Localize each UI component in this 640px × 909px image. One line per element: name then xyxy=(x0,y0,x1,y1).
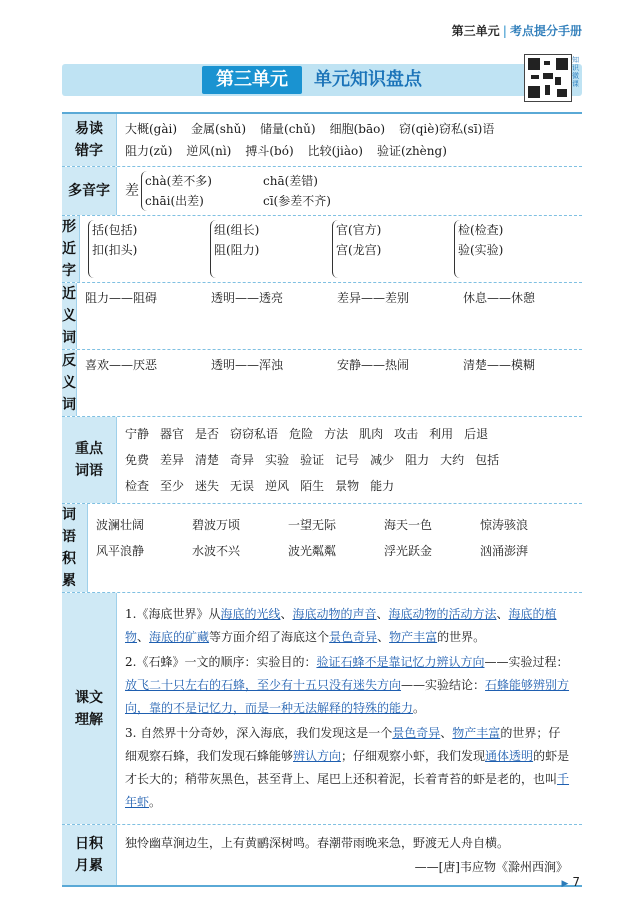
header-unit: 第三单元 xyxy=(451,24,500,38)
row-label xyxy=(62,283,77,349)
text: ；仔细观察小虾，我们发现 xyxy=(341,749,486,763)
word-item: 逆风(nì) xyxy=(186,144,232,158)
word-item: 验证(zhèng) xyxy=(376,144,447,158)
term: 危险 xyxy=(289,427,314,441)
row-label xyxy=(62,593,117,824)
key-phrase: 海底的矿藏 xyxy=(149,630,210,644)
word-item: 细胞(bāo) xyxy=(329,122,386,136)
similar-char: 检(检查) xyxy=(458,223,504,237)
key-phrase: 海底的植物 xyxy=(125,607,557,644)
term: 攻击 xyxy=(394,427,419,441)
reading-group xyxy=(141,171,331,211)
term: 陌生 xyxy=(300,479,325,493)
label-line: 重点 xyxy=(75,441,103,457)
similar-char: 阻(阻力) xyxy=(214,243,260,257)
row-content xyxy=(80,216,582,282)
label-line: 近义词 xyxy=(62,286,76,346)
similar-char: 扣(扣头) xyxy=(92,243,138,257)
row-label xyxy=(62,825,117,885)
term: 记号 xyxy=(335,453,360,467)
word-item: 储量(chǔ) xyxy=(260,122,316,136)
label-line: 日积 xyxy=(75,836,103,852)
term: 器官 xyxy=(160,427,185,441)
word-item: 大概(gài) xyxy=(125,122,178,136)
term: 奇异 xyxy=(230,453,255,467)
word-pair: 喜欢——厌恶 xyxy=(85,358,158,372)
word-line xyxy=(125,473,576,499)
reading-item: cī(参差不齐) xyxy=(263,194,331,208)
text: 等方面介绍了海底这个 xyxy=(209,630,330,644)
term: 方法 xyxy=(324,427,349,441)
word-pair: 透明——透亮 xyxy=(211,291,284,305)
key-phrase: 放飞二十只左右的石蜂，至少有十五只没有迷失方向 xyxy=(125,678,402,692)
term: 减少 xyxy=(370,453,395,467)
banner-unit: 第三单元 xyxy=(202,66,302,94)
text: 3. 自然界十分奇妙，深入海底，我们发现这是一个 xyxy=(125,726,393,740)
word-line xyxy=(85,354,589,376)
term: 验证 xyxy=(300,453,325,467)
row-ciyu-jilei xyxy=(62,503,582,592)
idiom: 海天一色 xyxy=(384,518,433,532)
word-pair: 休息——休憩 xyxy=(463,291,536,305)
idiom: 惊涛骇浪 xyxy=(480,518,529,532)
title-banner xyxy=(62,64,582,96)
text: 、 xyxy=(280,607,293,621)
term: 免费 xyxy=(125,453,150,467)
idiom: 碧波万顷 xyxy=(192,518,241,532)
idiom: 浮光跃金 xyxy=(384,544,433,558)
label-line: 理解 xyxy=(75,711,103,728)
similar-char-group xyxy=(88,220,196,278)
text: 的虾是才长大的；稍带灰黑色，甚至背上、尾巴上还积着泥，长着青苔的虾是老的，也叫 xyxy=(125,749,570,786)
term: 至少 xyxy=(160,479,185,493)
page-number-value: 7 xyxy=(572,875,580,889)
row-label xyxy=(62,504,88,592)
word-line xyxy=(125,447,576,473)
word-line xyxy=(125,140,576,162)
header-separator: | xyxy=(502,24,507,38)
term: 景物 xyxy=(335,479,360,493)
similar-char-group xyxy=(210,220,318,278)
word-item: 比较(jiào) xyxy=(307,144,363,158)
term: 能力 xyxy=(370,479,395,493)
page-number xyxy=(561,875,580,889)
header-book: 考点提分手册 xyxy=(509,24,582,38)
text: 、 xyxy=(137,630,150,644)
row-label xyxy=(62,167,117,215)
word-pair: 透明——浑浊 xyxy=(211,358,284,372)
row-content xyxy=(77,350,595,416)
row-riji-yuelei xyxy=(62,824,582,885)
word-pair: 差异——差别 xyxy=(337,291,410,305)
idiom: 水波不兴 xyxy=(192,544,241,558)
word-pair: 清楚——模糊 xyxy=(463,358,536,372)
idiom: 波光粼粼 xyxy=(288,544,337,558)
paragraph-1 xyxy=(125,603,570,649)
label-line: 积累 xyxy=(62,551,76,589)
row-content xyxy=(117,417,582,503)
term: 后退 xyxy=(464,427,489,441)
poem-attribution: ——[唐]韦应物《滁州西涧》 xyxy=(414,860,568,874)
row-label xyxy=(62,216,80,282)
row-content xyxy=(77,283,595,349)
word-line xyxy=(96,512,576,538)
row-label xyxy=(62,350,77,416)
row-content xyxy=(117,114,582,166)
word-pair: 阻力——阻碍 xyxy=(85,291,158,305)
term: 窃窃私语 xyxy=(230,427,279,441)
text: 的世界；仔细观察石蜂，我们发现石蜂能够 xyxy=(125,726,561,763)
reading-line xyxy=(145,171,331,191)
text: 、 xyxy=(377,630,390,644)
text: 1.《海底世界》从 xyxy=(125,607,221,621)
key-phrase: 物产丰富 xyxy=(389,630,438,644)
word-pair: 安静——热闹 xyxy=(337,358,410,372)
reading-line xyxy=(145,191,331,211)
text: 。 xyxy=(413,701,426,715)
row-duoyinzi xyxy=(62,166,582,215)
label-line: 错字 xyxy=(75,143,103,159)
text: ——实验过程： xyxy=(484,655,569,669)
reading-item: chāi(出差) xyxy=(145,194,204,208)
term: 阻力 xyxy=(405,453,430,467)
text: 、 xyxy=(496,607,509,621)
label-line: 词语 xyxy=(75,463,103,479)
term: 检查 xyxy=(125,479,150,493)
key-phrase: 物产丰富 xyxy=(452,726,501,740)
label-line: 课文 xyxy=(75,689,103,706)
reading-item: chā(差错) xyxy=(263,174,318,188)
running-header xyxy=(452,22,582,39)
text: 、 xyxy=(440,726,453,740)
word-item: 阻力(zǔ) xyxy=(125,144,173,158)
word-item: 金属(shǔ) xyxy=(191,122,247,136)
key-phrase: 辨认方向 xyxy=(293,749,342,763)
word-item: 搏斗(bó) xyxy=(245,144,294,158)
text: 的世界。 xyxy=(437,630,486,644)
poem: 独怜幽草涧边生，上有黄鹂深树鸣。春潮带雨晚来急，野渡无人舟自横。 xyxy=(125,836,510,850)
term: 无误 xyxy=(230,479,255,493)
label-line: 易读 xyxy=(75,121,103,137)
term: 包括 xyxy=(475,453,500,467)
idiom: 汹涌澎湃 xyxy=(480,544,529,558)
key-phrase: 石蜂能够辨别方向，靠的不是记忆力，而是一种无法解释的特殊的能力 xyxy=(125,678,570,715)
label-line: 词语 xyxy=(62,507,76,545)
key-phrase: 验证石蜂不是靠记忆力辨认方向 xyxy=(316,655,485,669)
polyphone-char: 差 xyxy=(125,183,139,199)
row-label xyxy=(62,417,117,503)
term: 宁静 xyxy=(125,427,150,441)
row-kewen-lijie xyxy=(62,592,582,824)
similar-char: 宫(龙宫) xyxy=(336,243,382,257)
qr-label: 知识微课 xyxy=(572,56,579,88)
row-fanyici xyxy=(62,349,582,416)
key-phrase: 海底动物的声音 xyxy=(292,607,377,621)
row-content xyxy=(117,593,582,824)
label-line: 多音字 xyxy=(68,183,110,199)
word-line xyxy=(125,118,576,140)
similar-char: 括(包括) xyxy=(92,223,138,237)
idiom: 波澜壮阔 xyxy=(96,518,145,532)
qr-code[interactable] xyxy=(524,54,572,102)
key-phrase: 海底动物的活动方法 xyxy=(388,607,497,621)
key-phrase: 景色奇异 xyxy=(392,726,441,740)
term: 肌肉 xyxy=(359,427,384,441)
text: 2.《石蜂》一文的顺序：实验目的： xyxy=(125,655,317,669)
paragraph-3 xyxy=(125,722,570,814)
similar-char: 组(组长) xyxy=(214,223,260,237)
reading-item: chà(差不多) xyxy=(145,174,212,188)
term: 迷失 xyxy=(195,479,220,493)
banner-title: 单元知识盘点 xyxy=(314,69,422,90)
key-phrase: 通体透明 xyxy=(485,749,534,763)
term: 差异 xyxy=(160,453,185,467)
label-line: 反义词 xyxy=(62,353,76,413)
row-zhongdian-ciyu xyxy=(62,416,582,503)
row-yidu-cuozi xyxy=(62,114,582,166)
term: 是否 xyxy=(195,427,220,441)
row-jinyici xyxy=(62,282,582,349)
row-content xyxy=(88,504,582,592)
label-line: 月累 xyxy=(75,858,103,874)
row-xingjinzi xyxy=(62,215,582,282)
label-line: 形近字 xyxy=(62,219,76,279)
paragraph-2 xyxy=(125,651,570,720)
term: 利用 xyxy=(429,427,454,441)
term: 实验 xyxy=(265,453,290,467)
word-line xyxy=(96,538,576,564)
key-phrase: 千年虾 xyxy=(125,772,570,809)
term: 清楚 xyxy=(195,453,220,467)
text: 、 xyxy=(376,607,389,621)
term: 大约 xyxy=(440,453,465,467)
term: 逆风 xyxy=(265,479,290,493)
similar-char-group xyxy=(332,220,440,278)
key-phrase: 景色奇异 xyxy=(329,630,378,644)
knowledge-table xyxy=(62,112,582,887)
row-label xyxy=(62,114,117,166)
text: 。 xyxy=(149,795,162,809)
idiom: 一望无际 xyxy=(288,518,337,532)
similar-char: 验(实验) xyxy=(458,243,504,257)
idiom: 风平浪静 xyxy=(96,544,145,558)
word-line xyxy=(85,287,589,309)
text: ——实验结论： xyxy=(401,678,486,692)
key-phrase: 海底的光线 xyxy=(220,607,281,621)
triangle-icon: ▶ xyxy=(561,879,569,889)
word-line xyxy=(125,421,576,447)
word-item: 窃(qiè)窃私(sī)语 xyxy=(399,122,495,136)
row-content xyxy=(117,167,582,215)
similar-char: 官(官方) xyxy=(336,223,382,237)
similar-char-group xyxy=(454,220,562,278)
row-content xyxy=(117,825,582,885)
